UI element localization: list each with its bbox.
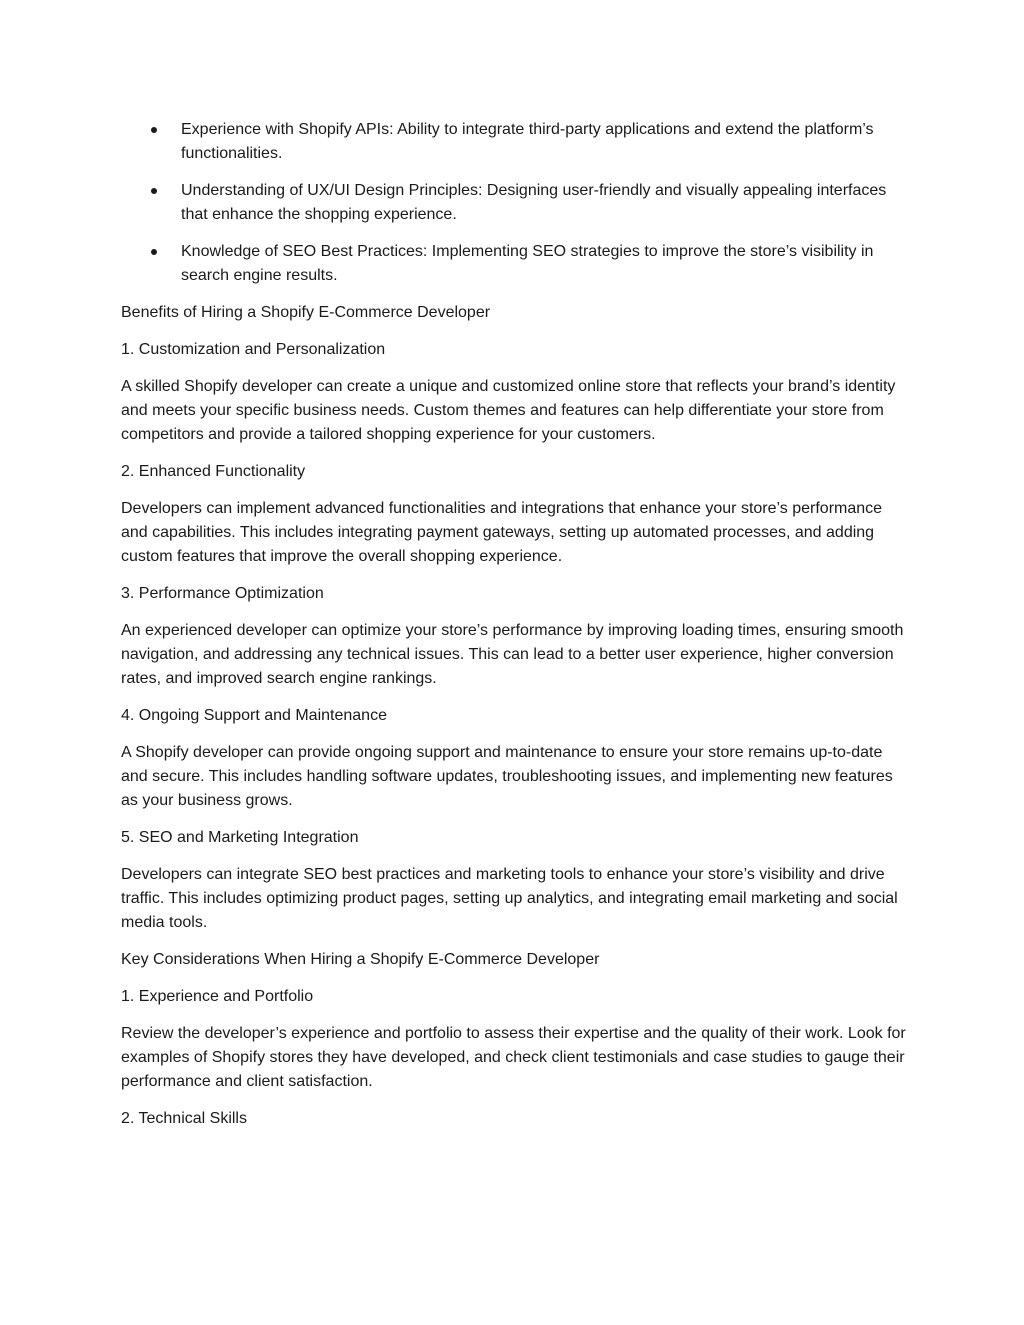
subheading-technical-skills: 2. Technical Skills bbox=[121, 1110, 247, 1127]
paragraph-seo-marketing: Developers can integrate SEO best practices and marketing tools to enhance your store’s visibility and drive traffic. This includes optimizing product pages, setting up analytics, and integrating email marketing and social media tools. bbox=[121, 866, 898, 931]
subheading-seo-marketing: 5. SEO and Marketing Integration bbox=[121, 829, 359, 846]
subheading-functionality: 2. Enhanced Functionality bbox=[121, 463, 306, 480]
section-heading-benefits: Benefits of Hiring a Shopify E-Commerce Developer bbox=[121, 304, 491, 321]
document-body bbox=[121, 118, 911, 1144]
bullet-text: Experience with Shopify APIs: Ability to integrate third-party applications and extend the platform’s functionalities. bbox=[181, 121, 874, 162]
section-heading-considerations: Key Considerations When Hiring a Shopify E-Commerce Developer bbox=[121, 951, 600, 968]
paragraph-customization: A skilled Shopify developer can create a unique and customized online store that reflects your brand’s identity and meets your specific business needs. Custom themes and features can help differentiate your store from competitors and provide a tailored shopping experience for your customers. bbox=[121, 378, 896, 443]
bullet-item bbox=[121, 118, 911, 166]
paragraph-experience: Review the developer’s experience and portfolio to assess their expertise and the quality of their work. Look for examples of Shopify stores they have developed, and check client testimonials and case studies to gauge their performance and client satisfaction. bbox=[121, 1025, 906, 1090]
bullet-text: Understanding of UX/UI Design Principles: Designing user-friendly and visually appealing interfaces that enhance the shopping experience. bbox=[181, 182, 887, 223]
paragraph-performance: An experienced developer can optimize your store’s performance by improving loading times, ensuring smooth navigation, and addressing any technical issues. This can lead to a better user experience, higher conversion rates, and improved search engine rankings. bbox=[121, 622, 904, 687]
subheading-support: 4. Ongoing Support and Maintenance bbox=[121, 707, 387, 724]
subheading-performance: 3. Performance Optimization bbox=[121, 585, 324, 602]
subheading-experience: 1. Experience and Portfolio bbox=[121, 988, 314, 1005]
bullet-icon bbox=[151, 249, 157, 255]
paragraph-functionality: Developers can implement advanced functionalities and integrations that enhance your store’s performance and capabilities. This includes integrating payment gateways, setting up automated processes, and adding custom features that improve the overall shopping experience. bbox=[121, 500, 883, 565]
bullet-icon bbox=[151, 127, 157, 133]
bullet-list bbox=[121, 118, 911, 288]
bullet-text: Knowledge of SEO Best Practices: Implementing SEO strategies to improve the store’s visibility in search engine results. bbox=[181, 243, 874, 284]
bullet-item bbox=[121, 240, 911, 288]
subheading-customization: 1. Customization and Personalization bbox=[121, 341, 386, 358]
bullet-item bbox=[121, 179, 911, 227]
bullet-icon bbox=[151, 188, 157, 194]
paragraph-support: A Shopify developer can provide ongoing support and maintenance to ensure your store remains up-to-date and secure. This includes handling software updates, troubleshooting issues, and implementing new features as your business grows. bbox=[121, 744, 893, 809]
